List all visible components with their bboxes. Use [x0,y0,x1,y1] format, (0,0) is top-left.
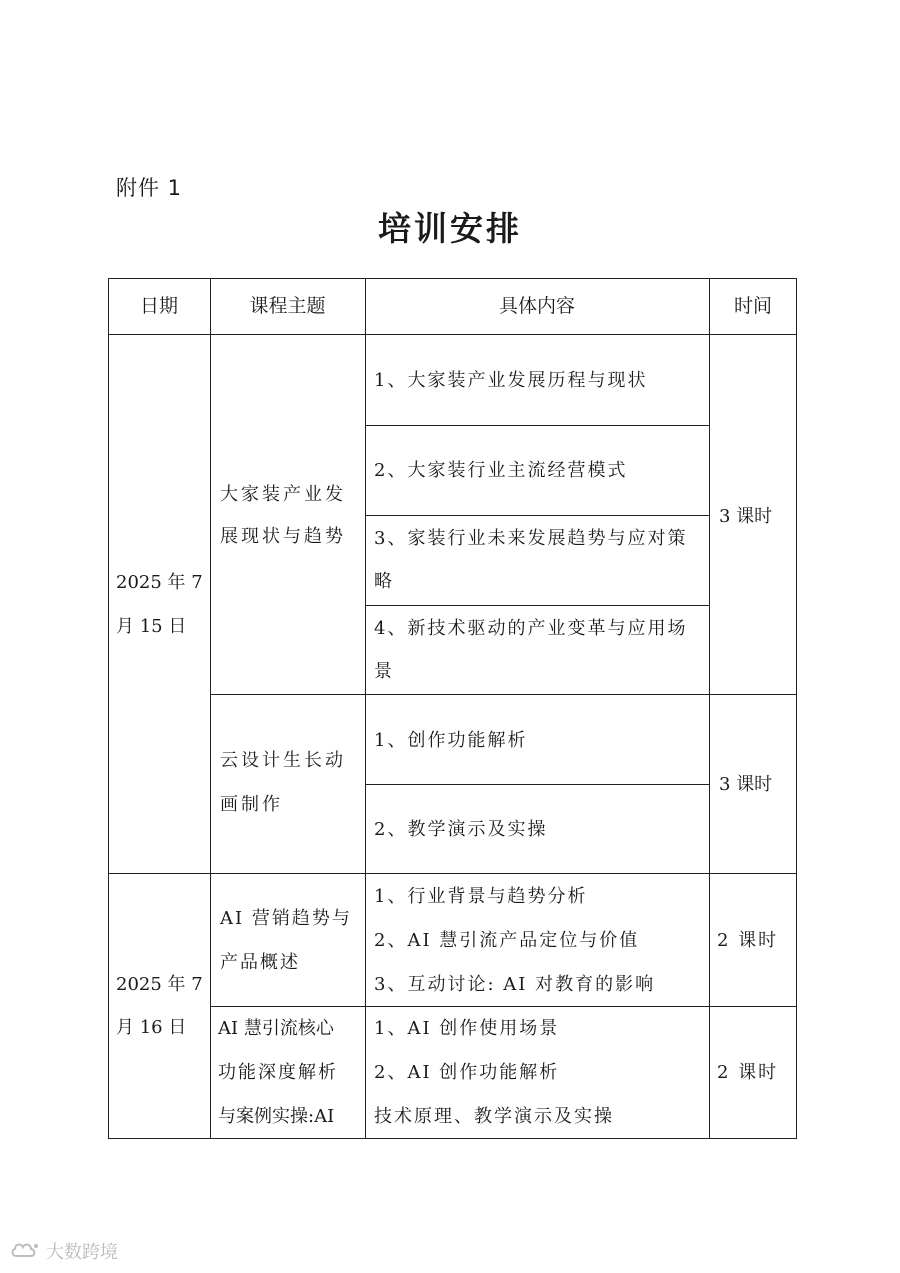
hours-cell: 2 课时 [717,930,779,951]
content-item: 2、教学演示及实操 [374,819,548,840]
content-item: 2、大家装行业主流经营模式 [374,460,628,481]
content-item: 3、互动讨论: AI 对教育的影响 [374,974,656,995]
content-item: 1、创作功能解析 [374,730,528,751]
page-title: 培训安排 [378,209,522,248]
content-item: 3、家装行业未来发展趋势与应对策 [374,528,688,549]
topic-cell: 云设计生长动 [220,750,346,771]
content-item: 2、AI 慧引流产品定位与价值 [374,930,640,951]
day-divider [108,873,797,874]
table-border-bottom [108,1138,797,1139]
date-cell: 月 15 日 [116,616,187,637]
row-divider [365,515,709,516]
hours-cell: 2 课时 [717,1062,779,1083]
table-border-top [108,278,797,279]
topic-cell: 功能深度解析 [218,1062,338,1083]
row-divider [365,605,709,606]
header-content: 具体内容 [498,295,575,317]
content-item: 1、大家装产业发展历程与现状 [374,370,648,391]
content-item: 景 [374,661,392,682]
content-item: 2、AI 创作功能解析 [374,1062,560,1083]
topic-cell: 产品概述 [220,952,300,973]
row-divider [365,784,709,785]
topic-cell: 与案例实操:AI [218,1106,335,1127]
date-cell: 2025 年 7 [116,974,203,995]
column-divider [210,278,211,1139]
training-schedule-table [108,278,797,1139]
table-border-left [108,278,109,1139]
header-time: 时间 [733,295,772,317]
date-cell: 2025 年 7 [116,572,203,593]
watermark-text: 大数跨境 [46,1242,118,1263]
watermark [10,1238,118,1264]
content-item: 4、新技术驱动的产业变革与应用场 [374,618,688,639]
topic-cell: 展现状与趋势 [220,526,346,547]
hours-cell: 3 课时 [719,774,773,795]
topic-cell: AI 营销趋势与 [220,908,352,929]
content-item: 技术原理、教学演示及实操 [374,1106,614,1127]
row-divider [365,425,709,426]
topic-cell: 画制作 [220,794,283,815]
table-border-right [796,278,797,1139]
column-divider [365,278,366,1139]
content-item: 1、行业背景与趋势分析 [374,886,588,907]
header-date: 日期 [139,295,178,317]
attachment-label: 附件 1 [116,176,183,200]
header-topic: 课程主题 [249,295,326,317]
cloud-logo-icon [10,1240,42,1262]
column-divider [709,278,710,1139]
header-divider [108,334,797,335]
content-item: 1、AI 创作使用场景 [374,1018,560,1039]
topic-cell: AI 慧引流核心 [218,1018,334,1039]
date-cell: 月 16 日 [116,1017,187,1038]
hours-cell: 3 课时 [719,506,773,527]
content-item: 略 [374,571,392,592]
topic-cell: 大家装产业发 [220,484,346,505]
